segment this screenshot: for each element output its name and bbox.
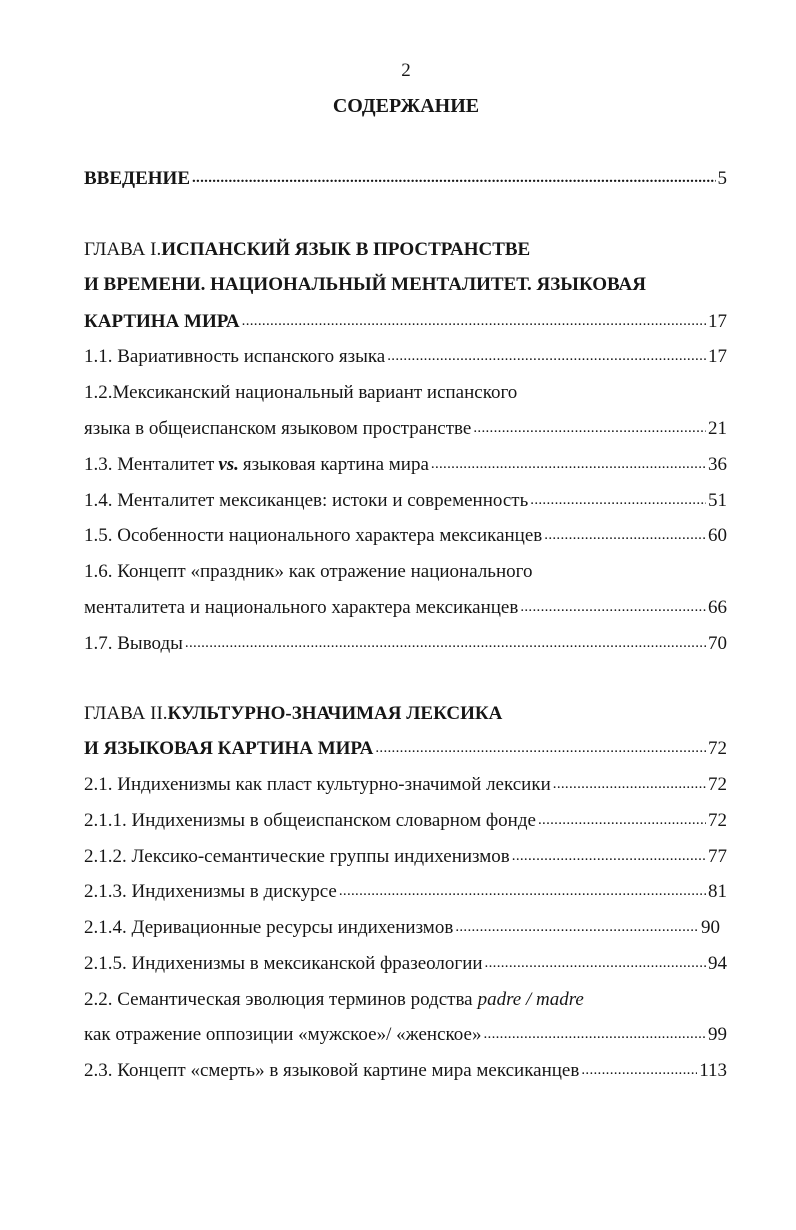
dot-leader bbox=[185, 632, 706, 654]
dot-leader bbox=[387, 345, 706, 367]
toc-entry-title: менталитета и национального характера мексиканцев bbox=[84, 597, 519, 618]
toc-entry-2-3[interactable] bbox=[84, 1056, 727, 1084]
chapter-1-title-line2: И ВРЕМЕНИ. НАЦИОНАЛЬНЫЙ МЕНТАЛИТЕТ. ЯЗЫКОВАЯ bbox=[84, 274, 646, 295]
chapter-2-title-line2-entry[interactable] bbox=[84, 734, 727, 762]
toc-entry-2-2[interactable] bbox=[84, 1020, 727, 1048]
toc-entry-page: 77 bbox=[708, 846, 727, 867]
dot-leader bbox=[530, 489, 706, 511]
dot-leader bbox=[483, 1023, 706, 1045]
toc-entry-page: 60 bbox=[708, 525, 727, 546]
toc-entry-title: 2.1.5. Индихенизмы в мексиканской фразеологии bbox=[84, 953, 483, 974]
toc-entry-2-1-4[interactable] bbox=[84, 913, 720, 941]
toc-entry-2-1-2[interactable] bbox=[84, 842, 727, 870]
toc-entry-page: 72 bbox=[708, 738, 727, 759]
toc-entry-1-6-line1: 1.6. Концепт «праздник» как отражение национального bbox=[84, 561, 533, 582]
chapter-1-title-line3: КАРТИНА МИРА bbox=[84, 311, 240, 332]
toc-entry-title-italic: padre / madre bbox=[477, 989, 584, 1010]
chapter-2-title-line1: КУЛЬТУРНО-ЗНАЧИМАЯ ЛЕКСИКА bbox=[167, 703, 503, 724]
dot-leader bbox=[485, 952, 706, 974]
toc-entry-page: 90 bbox=[701, 917, 720, 938]
toc-entry-title: 1.5. Особенности национального характера мексиканцев bbox=[84, 525, 543, 546]
chapter-1-heading[interactable] bbox=[84, 235, 530, 263]
toc-entry-title: 1.4. Менталитет мексиканцев: истоки и современность bbox=[84, 490, 529, 511]
toc-entry-title: 1.1. Вариативность испанского языка bbox=[84, 346, 386, 367]
toc-entry-title: 2.1.2. Лексико-семантические группы индихенизмов bbox=[84, 846, 510, 867]
toc-entry-page: 99 bbox=[708, 1024, 727, 1045]
toc-entry-title: языка в общеиспанском языковом пространстве bbox=[84, 418, 472, 439]
toc-entry-2-1-1[interactable] bbox=[84, 806, 727, 834]
chapter-1-prefix: ГЛАВА I. bbox=[84, 239, 162, 260]
toc-entry-1-7[interactable] bbox=[84, 629, 727, 657]
toc-entry-page: 17 bbox=[708, 311, 727, 332]
dot-leader bbox=[242, 310, 706, 332]
toc-entry-intro[interactable] bbox=[84, 164, 727, 192]
toc-entry-2-1-3[interactable] bbox=[84, 877, 727, 905]
toc-entry-title: 2.3. Концепт «смерть» в языковой картине мира мексиканцев bbox=[84, 1060, 580, 1081]
dot-leader bbox=[581, 1059, 697, 1081]
toc-entry-title: ВВЕДЕНИЕ bbox=[84, 168, 190, 189]
toc-entry-title-vs: vs. bbox=[218, 454, 239, 475]
toc-entry-1-3[interactable] bbox=[84, 450, 727, 478]
chapter-2-title-line2: И ЯЗЫКОВАЯ КАРТИНА МИРА bbox=[84, 738, 374, 759]
dot-leader bbox=[544, 524, 706, 546]
toc-entry-page: 51 bbox=[708, 490, 727, 511]
chapter-2-prefix: ГЛАВА II. bbox=[84, 703, 168, 724]
toc-entry-page: 66 bbox=[708, 597, 727, 618]
toc-entry-2-1-5[interactable] bbox=[84, 949, 727, 977]
toc-entry-page: 36 bbox=[708, 454, 727, 475]
toc-entry-page: 72 bbox=[708, 774, 727, 795]
toc-entry-title-start: 2.2. Семантическая эволюция терминов родства bbox=[84, 989, 473, 1010]
page-title: СОДЕРЖАНИЕ bbox=[332, 95, 480, 117]
toc-entry-1-2[interactable] bbox=[84, 414, 727, 442]
dot-leader bbox=[473, 417, 706, 439]
chapter-1-title-line3-entry[interactable] bbox=[84, 307, 727, 335]
toc-entry-title: 2.1. Индихенизмы как пласт культурно-значимой лексики bbox=[84, 774, 551, 795]
dot-leader bbox=[375, 737, 706, 759]
toc-entry-page: 94 bbox=[708, 953, 727, 974]
toc-entry-title: 2.1.3. Индихенизмы в дискурсе bbox=[84, 881, 337, 902]
toc-entry-title: 1.7. Выводы bbox=[84, 633, 183, 654]
toc-entry-title-end: языковая картина мира bbox=[242, 454, 429, 475]
dot-leader bbox=[339, 880, 706, 902]
page-number: 2 bbox=[401, 60, 411, 81]
toc-entry-1-2-line1: 1.2.Мексиканский национальный вариант испанского bbox=[84, 382, 518, 403]
chapter-2-heading[interactable] bbox=[84, 699, 502, 727]
toc-entry-page: 17 bbox=[708, 346, 727, 367]
toc-entry-1-4[interactable] bbox=[84, 486, 727, 514]
dot-leader bbox=[512, 845, 706, 867]
dot-leader bbox=[192, 167, 716, 189]
toc-entry-page: 70 bbox=[708, 633, 727, 654]
dot-leader bbox=[520, 596, 706, 618]
toc-entry-title: 2.1.1. Индихенизмы в общеиспанском словарном фонде bbox=[84, 810, 536, 831]
dot-leader bbox=[455, 916, 699, 938]
toc-entry-2-1[interactable] bbox=[84, 770, 727, 798]
toc-entry-1-1[interactable] bbox=[84, 342, 727, 370]
dot-leader bbox=[538, 809, 706, 831]
toc-entry-title-start: 1.3. Менталитет bbox=[84, 454, 215, 475]
toc-entry-title: как отражение оппозиции «мужское»/ «женское» bbox=[84, 1024, 482, 1045]
dot-leader bbox=[431, 453, 706, 475]
toc-entry-2-2-line1 bbox=[84, 985, 584, 1013]
chapter-1-title-line1: ИСПАНСКИЙ ЯЗЫК В ПРОСТРАНСТВЕ bbox=[161, 239, 531, 260]
toc-entry-1-5[interactable] bbox=[84, 521, 727, 549]
dot-leader bbox=[553, 773, 706, 795]
toc-entry-1-6[interactable] bbox=[84, 593, 727, 621]
toc-entry-page: 81 bbox=[708, 881, 727, 902]
toc-entry-page: 113 bbox=[699, 1060, 727, 1081]
toc-entry-page: 21 bbox=[708, 418, 727, 439]
toc-entry-title: 2.1.4. Деривационные ресурсы индихенизмов bbox=[84, 917, 454, 938]
toc-entry-page: 72 bbox=[708, 810, 727, 831]
toc-entry-page: 5 bbox=[717, 168, 727, 189]
